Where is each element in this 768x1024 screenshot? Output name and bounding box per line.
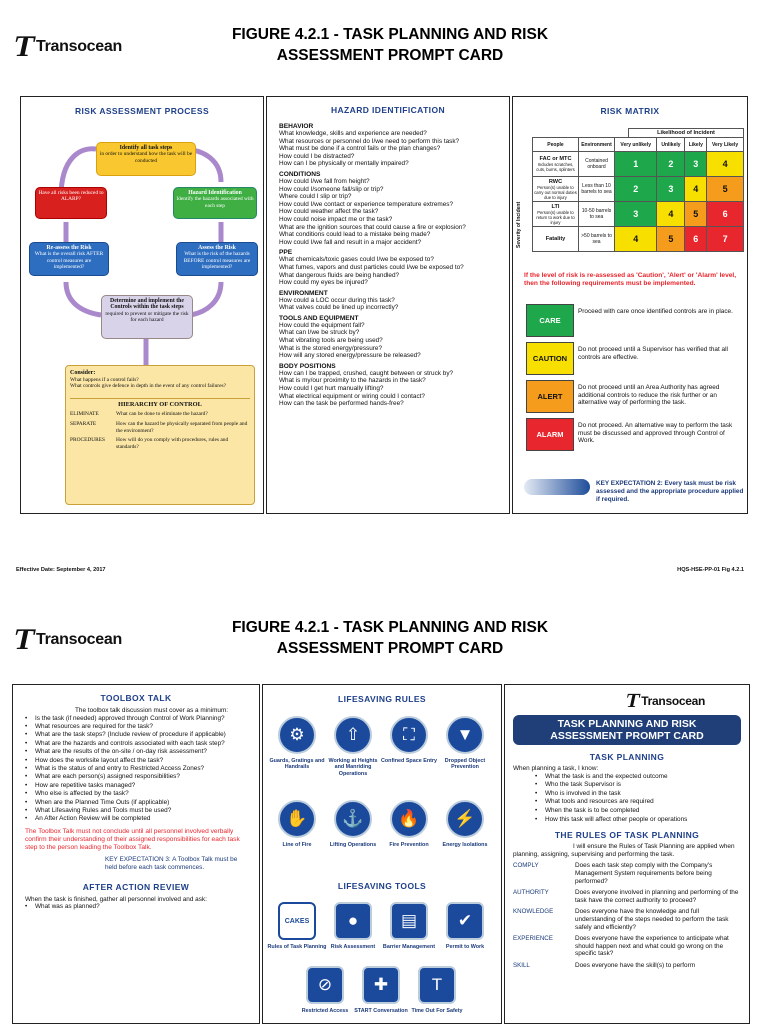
- matrix-col-header: People: [533, 138, 579, 152]
- hazid-question: What knowledge, skills and experience are needed?: [279, 130, 427, 137]
- toolbox-item: • Is the task (if needed) approved through Control of Work Planning?: [25, 715, 247, 723]
- likelihood-col: Very Likely: [707, 138, 744, 152]
- hoc-key: PROCEDURES: [70, 437, 106, 444]
- energy-icon: ⚡: [446, 800, 484, 838]
- severity-environment: 10-50 barrels to sea: [579, 202, 615, 227]
- determine-controls-box: Determine and implement the Controls within the task steps required to prevent or mitigate the risk for each hazard: [101, 295, 193, 339]
- rule-key: EXPERIENCE: [513, 935, 553, 943]
- risk-cell: 6: [707, 202, 744, 227]
- hazid-question: How could I/someone fall/slip or trip?: [279, 185, 384, 193]
- toolbox-item: • Who else is affected by the task?: [25, 790, 247, 798]
- severity-people: [533, 177, 579, 202]
- hierarchy-of-control-list: [70, 411, 250, 450]
- risk-cell: 7: [707, 227, 744, 252]
- lifesaving-tool-label: START Conversation: [354, 1008, 408, 1014]
- transocean-logo-2: T Transocean: [10, 623, 122, 656]
- toolbox-item: • What are the hazards and controls associated with each task step?: [25, 740, 247, 748]
- hazid-question: How will any stored energy/pressure be released?: [279, 352, 421, 360]
- risk-level-care: CARE: [526, 304, 574, 337]
- severity-environment: >50 barrels to sea: [579, 227, 615, 252]
- logo-mark-icon: T: [10, 623, 38, 656]
- page-title: FIGURE 4.2.1 - TASK PLANNING AND RISK ASSESSMENT PROMPT CARD: [231, 26, 549, 64]
- assess-risk-box: Assess the Risk What is the risk of the hazards BEFORE control measures are implemented?: [176, 242, 258, 276]
- hazid-question: How could a LOC occur during this task?: [279, 296, 395, 304]
- logo-mark-icon: T: [623, 690, 642, 712]
- lsr-heading: LIFESAVING RULES: [338, 694, 426, 704]
- task-planning-item: • What tools and resources are required: [535, 798, 741, 807]
- line-of-fire-icon: ✋: [278, 800, 316, 838]
- rule-row: [513, 862, 741, 885]
- task-planning-item: • When the task is to be completed: [535, 807, 741, 816]
- hazid-question: How could I/we fall and result in a major accident?: [279, 238, 422, 246]
- likelihood-col: Very unlikely: [615, 138, 657, 152]
- start-icon: ✚: [362, 966, 400, 1004]
- rule-row: [513, 962, 741, 970]
- severity-people: [533, 152, 579, 177]
- toolbox-item: • What are each person(s) assigned responsibilities?: [25, 773, 247, 781]
- risk-cell: 4: [657, 202, 685, 227]
- hazid-question: What valves could be lined up incorrectly?: [279, 304, 399, 312]
- hazid-question: What can I/we be struck by?: [279, 329, 360, 337]
- lifesaving-tool-label: Permit to Work: [445, 944, 485, 950]
- risk-level-alarm: ALARM: [526, 418, 574, 451]
- hierarchy-of-control-title: HIERARCHY OF CONTROL: [70, 398, 250, 409]
- fire-icon: 🔥: [390, 800, 428, 838]
- card-logo: T Transocean: [623, 690, 705, 712]
- lifting-icon: ⚓: [334, 800, 372, 838]
- consider-box: Consider: What happens if a control fails? What controls give defence in depth in the event of any control failures? HIERARCHY OF CONTROL ELIMINATE What can be done to eliminate the hazard? SEPARATE How can the hazard be physically separated from people and the environment? PROCEDURES How will do you comply with procedures, rules and standards?: [65, 365, 255, 505]
- toolbox-item: • What are the results of the on-site / on-day risk assessment?: [25, 748, 247, 756]
- aar-heading: AFTER ACTION REVIEW: [82, 881, 190, 892]
- rules-heading: THE RULES OF TASK PLANNING: [554, 830, 700, 841]
- risk-cell: 4: [707, 152, 744, 177]
- toolbox-item: • What are the task steps? (Include review of procedure if applicable): [25, 731, 247, 739]
- severity-label: FAC or MTC: [539, 156, 572, 162]
- barrier-icon: ▤: [390, 902, 428, 940]
- rule-row: [513, 889, 741, 904]
- risk-cell: 3: [685, 152, 707, 177]
- rule-key: AUTHORITY: [513, 889, 549, 897]
- hazid-question: What vibrating tools are being used?: [279, 337, 383, 345]
- task-planning-item: • Who is involved in the task: [535, 790, 741, 799]
- hazid-question: How can I be physically or mentally impaired?: [279, 160, 409, 168]
- risk-cell: 3: [657, 177, 685, 202]
- time-out-icon: T: [418, 966, 456, 1004]
- document-reference: HQS-HSE-PP-01 Fig 4.2.1: [677, 567, 744, 573]
- hazid-question: How could I/we contact or experience temperature extremes?: [279, 200, 454, 208]
- toolbox-item: • When are the Planned Time Outs (if applicable): [25, 799, 247, 807]
- rules-of-task-planning-list: [513, 862, 741, 969]
- lifesaving-rule-label: Dropped Object Prevention: [444, 758, 486, 771]
- task-planning-heading: TASK PLANNING: [589, 752, 665, 762]
- rap-heading: RISK ASSESSMENT PROCESS: [74, 106, 210, 116]
- hoc-key: ELIMINATE: [70, 411, 99, 418]
- hazid-section-title: CONDITIONS: [279, 170, 321, 178]
- risk-level-text: Proceed with care once identified controls are in place.: [578, 308, 733, 315]
- hazid-question: What fumes, vapors and dust particles could I/we be exposed to?: [279, 263, 464, 271]
- risk-level-text: Do not proceed. An alternative way to perform the task must be discussed and approved through Control of Work.: [578, 422, 733, 444]
- hazid-question: What dangerous fluids are being handled?: [279, 271, 400, 279]
- severity-environment: Less than 10 barrels to sea: [579, 177, 615, 202]
- key-expectation-2: KEY EXPECTATION 2: Every task must be risk assessed and the appropriate procedure applied if required.: [596, 480, 744, 503]
- risk-cell: 2: [657, 152, 685, 177]
- hoc-row: [70, 421, 250, 434]
- matrix-note: If the level of risk is re-assessed as 'Caution', 'Alert' or 'Alarm' level, then the following requirements must be implemented.: [524, 272, 737, 287]
- prompt-card-panel: T Transocean TASK PLANNING AND RISK ASSESSMENT PROMPT CARD TASK PLANNING When planning a task, I know: • What the task is and the expected outcome • Who the task Supervisor is • Who is involved in the task • What tools and resources are required • When the task is to be completed • How this task will affect other people or operations THE RULES OF TASK PLANNING I will ensure the Rules of Task Planning are applied when planning, assigning, supervising and performing the task. COMPLY Does each task step comply with the Company's Management System requirements before being performed? AUTHORITY Does everyone involved in planning and performing of the task have the correct authority to proceed? KNOWLEDGE Does everyone have the knowledge and full understanding of the steps needed to perform the task safely and efficiently? EXPERIENCE Does everyone have the experience to anticipate what should happen next and what could go wrong on the specific task? SKILL Does everyone have the skill(s) to perform: [504, 684, 750, 1024]
- hazid-question: What is the stored energy/pressure?: [279, 344, 383, 352]
- hazid-question: How could I get hurt manually lifting?: [279, 385, 384, 393]
- key-expectation-badge: [524, 479, 590, 495]
- hazid-question: How could my eyes be injured?: [279, 279, 368, 287]
- severity-label: RWC: [548, 178, 563, 185]
- lifesaving-rule-label: Fire Prevention: [389, 842, 429, 848]
- hazid-question: What must be done if a control fails or the plan changes?: [279, 145, 441, 153]
- traffic-light-icon: ●: [334, 902, 372, 940]
- rule-value: Does everyone have the experience to anticipate what should happen next and what could go wrong on the specific task?: [575, 935, 729, 958]
- lifesaving-rule-label: Working at Heights and Manriding Operations: [328, 758, 378, 777]
- rule-value: Does everyone involved in planning and performing of the task have the correct authority to proceed?: [575, 889, 739, 904]
- toolbox-item: • How does the worksite layout affect the task?: [25, 757, 247, 765]
- rule-row: [513, 935, 741, 958]
- hazid-section-title: ENVIRONMENT: [279, 289, 328, 297]
- lifesaving-rule-label: Line of Fire: [282, 842, 312, 848]
- risk-level-text: Do not proceed until an Area Authority has agreed additional controls to reduce the risk further or an alternative way of performing the task.: [578, 384, 720, 406]
- risk-matrix-heading: RISK MATRIX: [600, 106, 660, 116]
- page-title-2: FIGURE 4.2.1 - TASK PLANNING AND RISK ASSESSMENT PROMPT CARD: [231, 619, 549, 657]
- lifesaving-tool-label: Time Out For Safety: [411, 1008, 463, 1014]
- rule-key: COMPLY: [513, 862, 539, 870]
- hazid-question: How could noise impact me or the task?: [279, 215, 393, 223]
- severity-label: LTI: [551, 203, 560, 210]
- rule-value: Does everyone have the skill(s) to perform: [575, 961, 696, 969]
- severity-people: [533, 227, 579, 252]
- hoc-key: SEPARATE: [70, 420, 97, 427]
- risk-cell: 2: [615, 177, 657, 202]
- risk-assessment-process-panel: [20, 96, 264, 514]
- card-banner: TASK PLANNING AND RISK ASSESSMENT PROMPT CARD: [513, 715, 741, 745]
- guard-icon: ⚙: [278, 716, 316, 754]
- hoc-value: How will do you comply with procedures, rules and standards?: [116, 437, 229, 450]
- hazid-question: What are the ignition sources that could cause a fire or explosion?: [279, 223, 466, 231]
- task-planning-item: • Who the task Supervisor is: [535, 781, 741, 790]
- task-planning-item: • How this task will affect other people or operations: [535, 816, 741, 825]
- severity-desc: Person(s) unable to return to work due to injury: [536, 209, 575, 225]
- toolbox-talk-panel: TOOLBOX TALK The toolbox talk discussion must cover as a minimum: • Is the task (if needed) approved through Control of Work Planning? • What resources are required for the task? • What are the task steps? (Include review of procedure if applicable) • What are the hazards and controls associated with each task step? • What are the results of the on-site / on-day risk assessment? • How does the worksite layout affect the task? • What is the status of and entry to Restricted Access Zones? • What are each person(s) assigned responsibilities? • How are repetitive tasks managed? • Who else is affected by the task? • When are the Planned Time Outs (if applicable) • What Lifesaving Rules and Tools must be used? • An After Action Review will be completed The Toolbox Talk must not conclude until all personnel involved verbally confirm their understanding of their assigned responsibilities for each task step to the person leading the Toolbox Talk. KEY EXPECTATION 3: A Toolbox Talk must be held before each task commences. AFTER ACTION REVIEW When the task is finished, gather all personnel involved and ask: • What was as planned?: [12, 684, 260, 1024]
- hazid-question: Where could I slip or trip?: [279, 193, 352, 201]
- toolbox-heading: TOOLBOX TALK: [100, 693, 172, 703]
- permit-icon: ✔: [446, 902, 484, 940]
- hoc-row: [70, 411, 250, 418]
- dropped-object-icon: ▼: [446, 716, 484, 754]
- risk-cell: 1: [615, 152, 657, 177]
- severity-header: Severity of Incident: [516, 201, 522, 249]
- severity-desc: Person(s) unable to carry out normal duties due to injury: [534, 184, 577, 200]
- transocean-logo: T Transocean: [10, 30, 122, 63]
- hazid-question: How could the equipment fall?: [279, 321, 365, 329]
- rule-value: Does everyone have the knowledge and full understanding of the steps needed to perform the task safely and efficiently?: [575, 908, 729, 931]
- matrix-col-header: Environment: [579, 138, 615, 152]
- effective-date: Effective Date: September 4, 2017: [16, 567, 106, 573]
- risk-cell: 4: [685, 177, 707, 202]
- risk-cell: 4: [615, 227, 657, 252]
- toolbox-item: • What resources are required for the task?: [25, 723, 247, 731]
- hazard-identification-box: Hazard Identification Identify the hazards associated with each step: [173, 187, 257, 219]
- risk-cell: 5: [657, 227, 685, 252]
- lifesaving-rule-label: Energy Isolations: [442, 842, 488, 848]
- risk-cell: 3: [615, 202, 657, 227]
- risk-matrix-table: [532, 137, 744, 252]
- risk-cell: 5: [707, 177, 744, 202]
- hazard-identification-panel: [266, 96, 510, 514]
- severity-desc: Includes scratches, cuts, burns, splinters: [536, 162, 575, 172]
- hazid-question: How could I/we fall from height?: [279, 177, 370, 185]
- alarp-box: Have all risks been reduced to ALARP?: [35, 187, 107, 219]
- risk-cell: 6: [685, 227, 707, 252]
- severity-environment: Contained onboard: [579, 152, 615, 177]
- hoc-row: [70, 437, 250, 450]
- hazid-heading: HAZARD IDENTIFICATION: [330, 105, 445, 115]
- toolbox-item: • An After Action Review will be completed: [25, 815, 247, 823]
- rule-value: Does each task step comply with the Company's Management System requirements before being performed?: [575, 862, 713, 885]
- hazid-question: What conditions could lead to a mistake being made?: [279, 231, 431, 239]
- reassess-risk-box: Re-assess the Risk What is the overall risk AFTER control measures are implemented?: [29, 242, 109, 276]
- lifesaving-tool-label: Restricted Access: [301, 1008, 349, 1014]
- risk-level-text: Do not proceed until a Supervisor has verified that all controls are effective.: [578, 346, 728, 361]
- risk-level-alert: ALERT: [526, 380, 574, 413]
- hazid-question: What chemicals/toxic gases could I/we be exposed to?: [279, 256, 434, 264]
- hazid-section-title: PPE: [279, 249, 293, 257]
- cakes-icon: CAKES: [278, 902, 316, 940]
- risk-cell: 5: [685, 202, 707, 227]
- likelihood-header: Likelihood of Incident: [628, 128, 744, 138]
- lifesaving-rule-label: Guards, Gratings and Handrails: [269, 758, 325, 771]
- lifesaving-rule-label: Confined Space Entry: [380, 758, 437, 764]
- lifesaving-tool-label: Rules of Task Planning: [267, 944, 327, 950]
- severity-label: Fatality: [545, 236, 566, 242]
- toolbox-item: • What Lifesaving Rules and Tools must be used?: [25, 807, 247, 815]
- hazid-question: How can the task be performed hands-free?: [279, 400, 404, 408]
- confined-space-icon: ⛶: [390, 716, 428, 754]
- lifesaving-tool-label: Risk Assessment: [330, 944, 376, 950]
- hoc-value: What can be done to eliminate the hazard?: [116, 411, 208, 418]
- key-expectation-3: KEY EXPECTATION 3: A Toolbox Talk must be held before each task commences.: [105, 855, 238, 871]
- toolbox-item: • What is the status of and entry to Restricted Access Zones?: [25, 765, 247, 773]
- hazid-question: How could I be distracted?: [279, 152, 355, 160]
- task-planning-item: • What the task is and the expected outcome: [535, 773, 741, 782]
- hazid-section-title: BEHAVIOR: [279, 123, 314, 130]
- hazid-question: What electrical equipment or wiring could I contact?: [279, 392, 425, 400]
- hazid-section-title: BODY POSITIONS: [279, 362, 336, 370]
- task-planning-list: [513, 773, 741, 825]
- toolbox-list: [25, 715, 247, 824]
- identify-steps-box: Identify all task steps in order to understand how the task will be conducted: [96, 142, 196, 176]
- toolbox-warning: The Toolbox Talk must not conclude until all personnel involved verbally confirm their understanding of their assigned responsibilities for each task step to the person leading the Toolbox Talk.: [25, 827, 240, 851]
- lifesaving-tool-label: Barrier Management: [382, 944, 436, 950]
- severity-people: [533, 202, 579, 227]
- rule-row: [513, 908, 741, 931]
- toolbox-item: • How are repetitive tasks managed?: [25, 782, 247, 790]
- logo-mark-icon: T: [10, 30, 38, 63]
- hazid-question: How could weather affect the task?: [279, 208, 379, 216]
- lifesaving-rule-label: Lifting Operations: [329, 842, 377, 848]
- restricted-icon: ⊘: [306, 966, 344, 1004]
- likelihood-col: Likely: [685, 138, 707, 152]
- rule-key: KNOWLEDGE: [513, 908, 554, 916]
- likelihood-col: Unlikely: [657, 138, 685, 152]
- hazid-list: [279, 123, 497, 408]
- hazid-question: How can I be trapped, crushed, caught between or struck by?: [279, 369, 454, 377]
- hazid-question: What is my/our proximity to the hazards in the task?: [279, 377, 426, 385]
- hazid-section-title: TOOLS AND EQUIPMENT: [279, 314, 359, 322]
- risk-level-caution: CAUTION: [526, 342, 574, 375]
- hoc-value: How can the hazard be physically separated from people and the environment?: [116, 420, 248, 434]
- height-icon: ⇧: [334, 716, 372, 754]
- rule-key: SKILL: [513, 961, 530, 969]
- hazid-question: What resources or personnel do I/we need to perform this task?: [279, 137, 460, 145]
- lst-heading: LIFESAVING TOOLS: [337, 881, 427, 891]
